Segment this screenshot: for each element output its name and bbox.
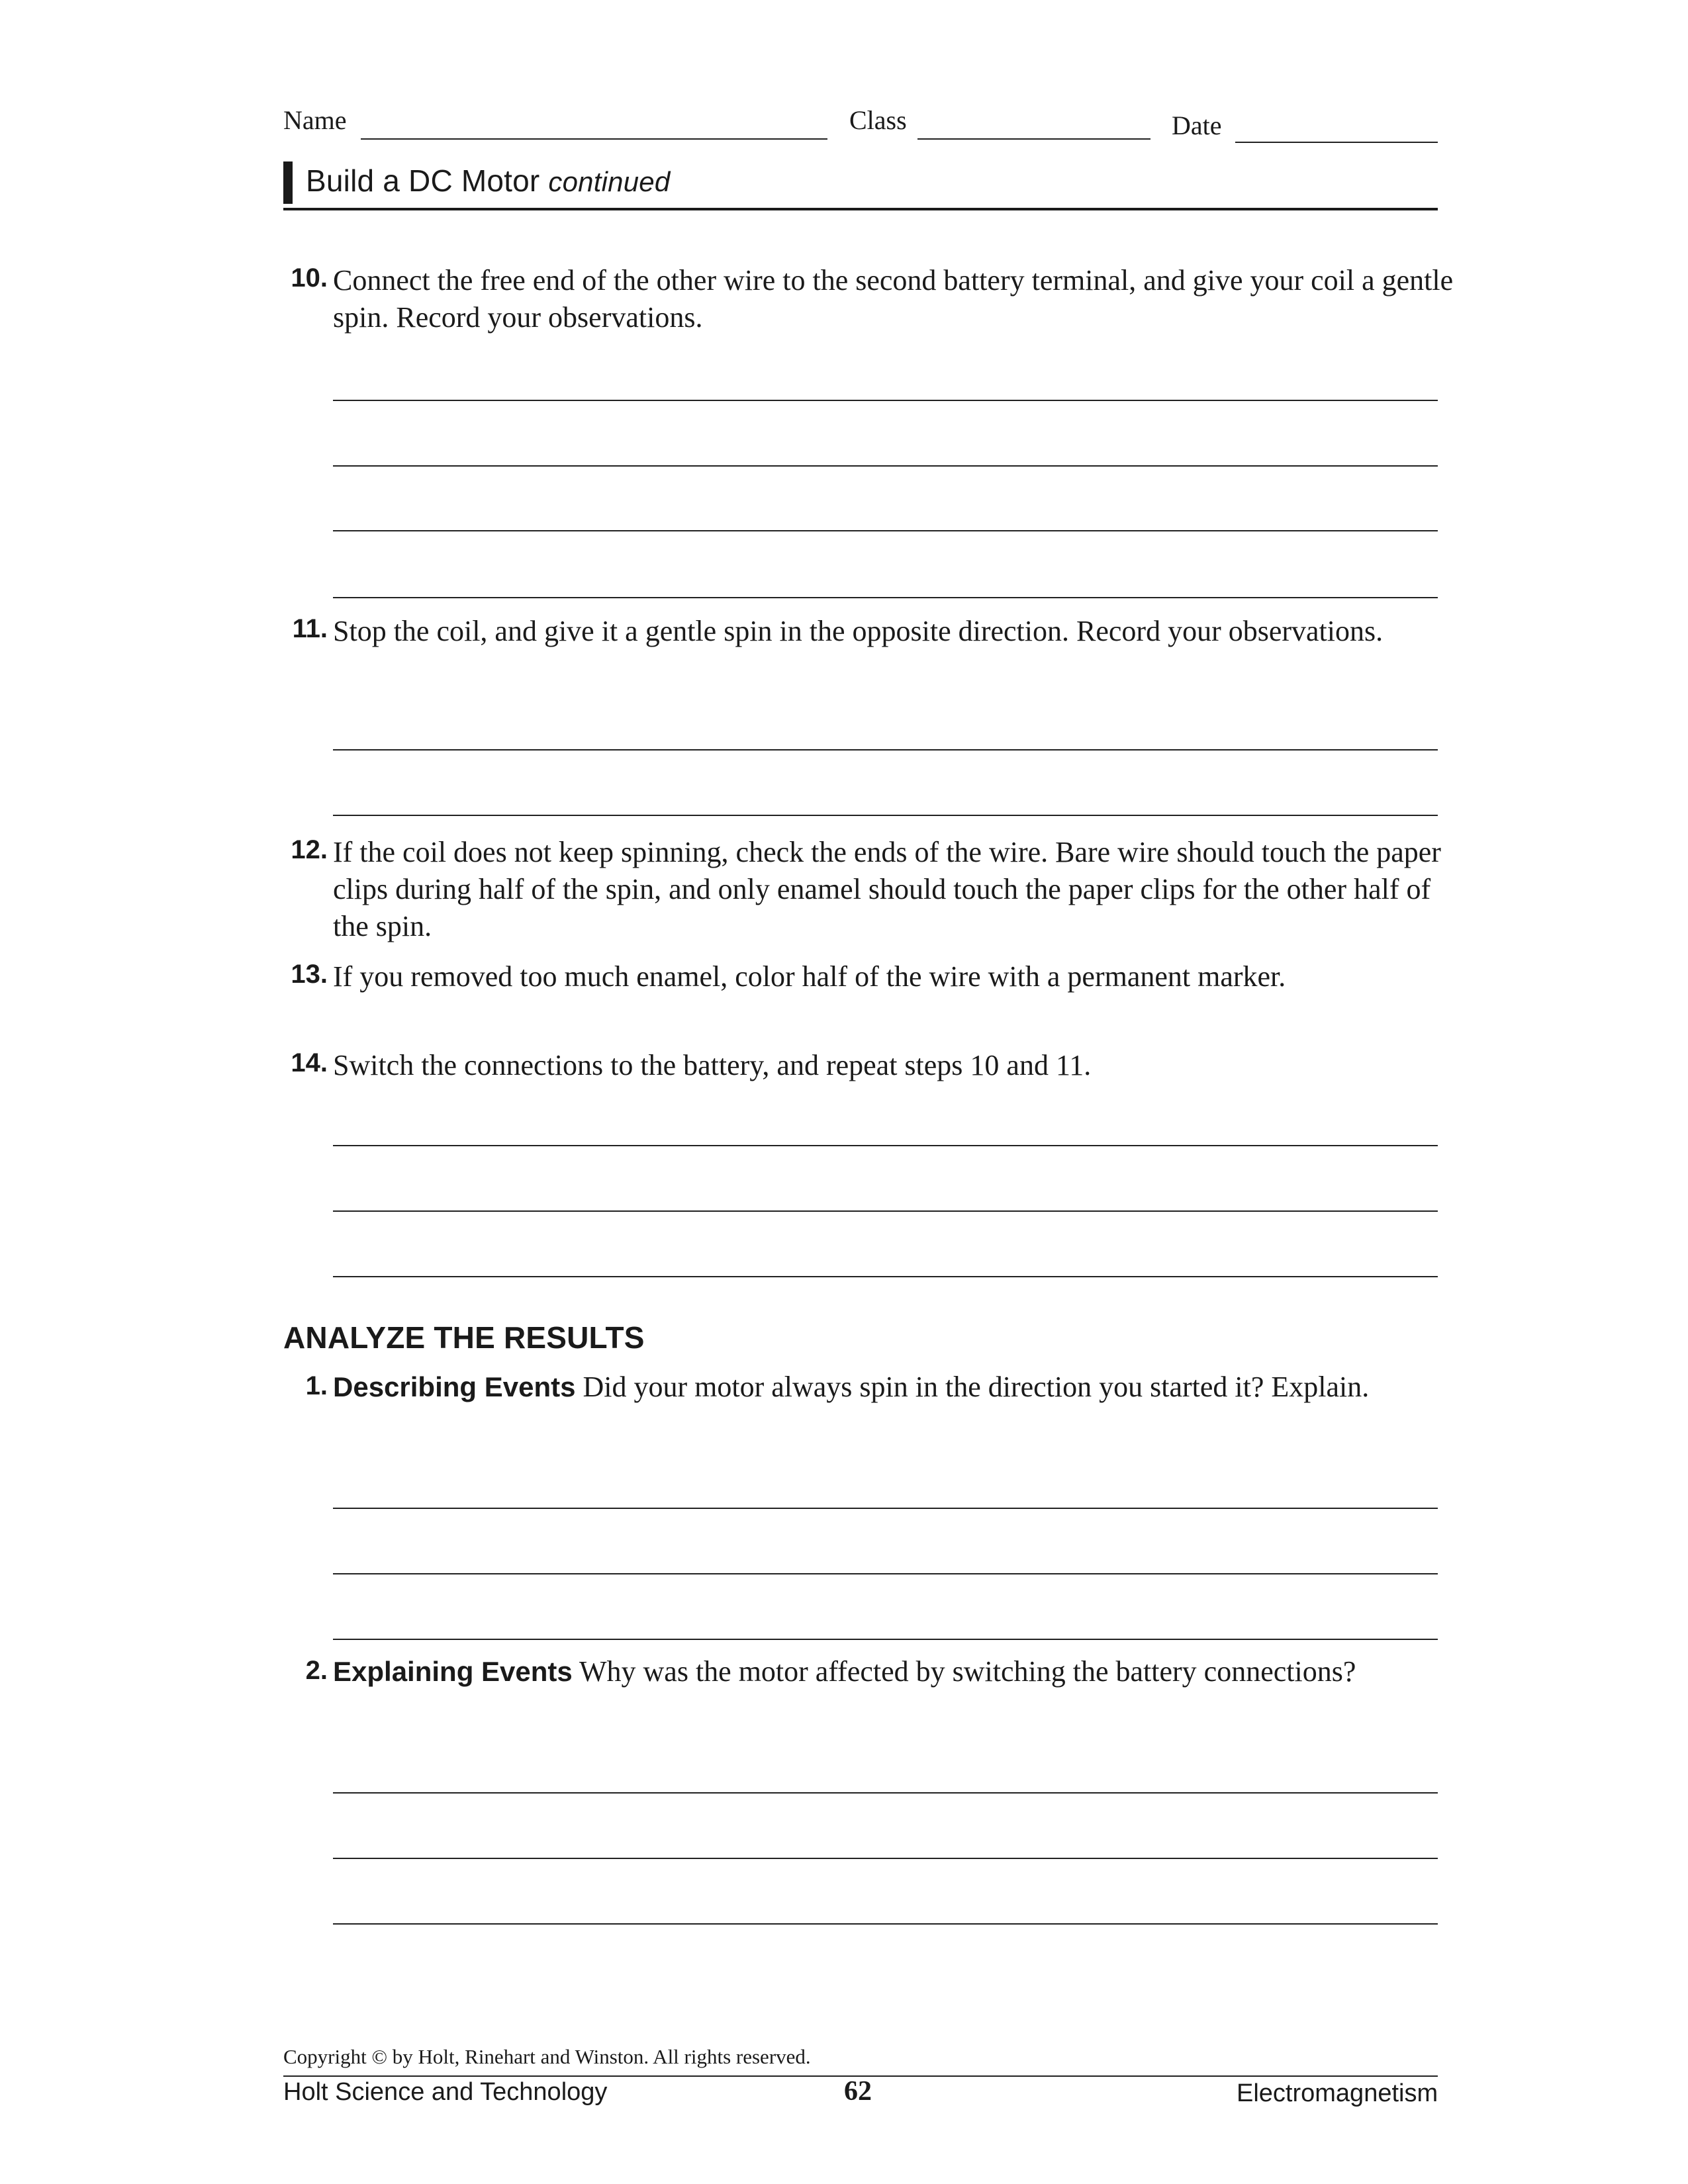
answer-line[interactable]: [333, 400, 1438, 401]
question-text: [333, 1369, 1458, 1406]
step-number: 14.: [291, 1048, 328, 1077]
class-field-line[interactable]: [917, 138, 1150, 140]
answer-line[interactable]: [333, 1923, 1438, 1925]
step-number: 10.: [291, 263, 328, 293]
question-number: 1.: [305, 1371, 328, 1400]
class-label: Class: [849, 105, 907, 135]
answer-line[interactable]: [333, 1639, 1438, 1640]
date-field-line[interactable]: [1235, 142, 1438, 143]
answer-line[interactable]: [333, 530, 1438, 531]
answer-line[interactable]: [333, 1573, 1438, 1574]
question-number: 2.: [305, 1656, 328, 1685]
title-continued: continued: [548, 166, 671, 197]
question-title: Explaining Events: [333, 1656, 573, 1687]
page-number: 62: [844, 2076, 872, 2107]
step-number: 11.: [292, 614, 328, 643]
chapter-title: Electromagnetism: [1237, 2079, 1438, 2107]
answer-line[interactable]: [333, 465, 1438, 467]
answer-line[interactable]: [333, 1508, 1438, 1509]
answer-line[interactable]: [333, 597, 1438, 598]
step-text: If the coil does not keep spinning, check the ends of the wire. Bare wire should touch the paper clips during half of the spin, and only enamel should touch the paper clips for the other half of the spin.: [333, 836, 1441, 942]
answer-line[interactable]: [333, 1858, 1438, 1859]
step-number: 12.: [291, 835, 328, 864]
step-text: If you removed too much enamel, color half of the wire with a permanent marker.: [333, 960, 1286, 993]
book-title: Holt Science and Technology: [283, 2078, 608, 2106]
title-rule: [283, 208, 1438, 210]
question-title: Describing Events: [333, 1371, 576, 1402]
step-number: 13.: [291, 960, 328, 989]
answer-line[interactable]: [333, 815, 1438, 816]
copyright-notice: Copyright © by Holt, Rinehart and Winston. All rights reserved.: [283, 2045, 811, 2068]
answer-line[interactable]: [333, 1792, 1438, 1794]
name-field-line[interactable]: [361, 138, 827, 140]
question-body: Why was the motor affected by switching the battery connections?: [579, 1655, 1356, 1688]
question-body: Did your motor always spin in the direction you started it? Explain.: [583, 1371, 1370, 1403]
name-label: Name: [283, 105, 347, 135]
page-title: [306, 163, 670, 199]
step-text: Connect the free end of the other wire to the second battery terminal, and give your coil a gentle spin. Record your observations.: [333, 264, 1454, 334]
question-text: [333, 1653, 1458, 1690]
step-text: Stop the coil, and give it a gentle spin in the opposite direction. Record your observations.: [333, 615, 1383, 647]
answer-line[interactable]: [333, 1210, 1438, 1212]
answer-line[interactable]: [333, 1276, 1438, 1277]
date-label: Date: [1172, 111, 1222, 140]
answer-line[interactable]: [333, 1145, 1438, 1146]
section-heading: ANALYZE THE RESULTS: [283, 1320, 645, 1355]
answer-line[interactable]: [333, 749, 1438, 751]
step-text: Switch the connections to the battery, and repeat steps 10 and 11.: [333, 1049, 1092, 1081]
title-main: Build a DC Motor: [306, 163, 540, 198]
title-marker: [283, 161, 293, 204]
